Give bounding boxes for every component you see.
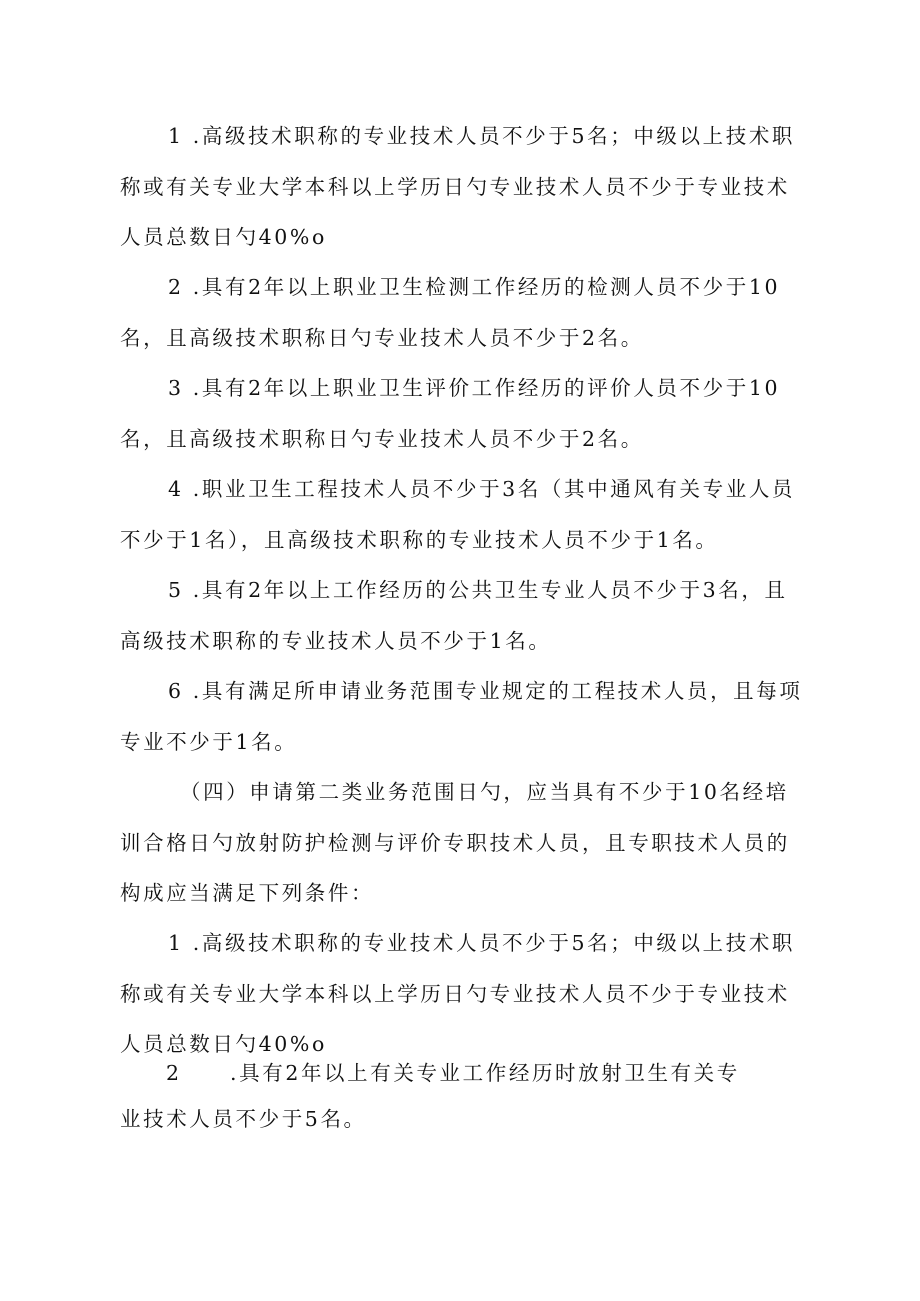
last-item-line-2: 业技术人员不少于5名。 [120,1107,367,1131]
last-item-line-1: .具有2年以上有关专业工作经历时放射卫生有关专 [230,1061,740,1085]
paragraph-1: 1 .高级技术职称的专业技术人员不少于5名；中级以上技术职称或有关专业大学本科以上学历日勺专业技术人员不少于专业技术人员总数日勺40%o [120,124,796,249]
paragraph-2: 2 .具有2年以上职业卫生检测工作经历的检测人员不少于10名，且高级技术职称日勺专业技术人员不少于2名。 [120,275,781,350]
last-item-number: 2 [166,1061,182,1085]
paragraph-5: 5 .具有2年以上工作经历的公共卫生专业人员不少于3名，且高级技术职称的专业技术人员不少于1名。 [120,578,788,653]
paragraph-3: 3 .具有2年以上职业卫生评价工作经历的评价人员不少于10名，且高级技术职称日勺专业技术人员不少于2名。 [120,376,781,451]
paragraph-6: 6 .具有满足所申请业务范围专业规定的工程技术人员，且每项专业不少于1名。 [120,679,803,754]
section-4-paragraph: （四）申请第二类业务范围日勺，应当具有不少于10名经培训合格日勺放射防护检测与评价专职技术人员，且专职技术人员的构成应当满足下列条件： [120,780,790,905]
paragraph-4: 4 .职业卫生工程技术人员不少于3名（其中通风有关专业人员不少于1名），且高级技术职称的专业技术人员不少于1名。 [120,477,796,552]
paragraph-7: 1 .高级技术职称的专业技术人员不少于5名；中级以上技术职称或有关专业大学本科以上学历日勺专业技术人员不少于专业技术人员总数日勺40%o [120,931,796,1056]
